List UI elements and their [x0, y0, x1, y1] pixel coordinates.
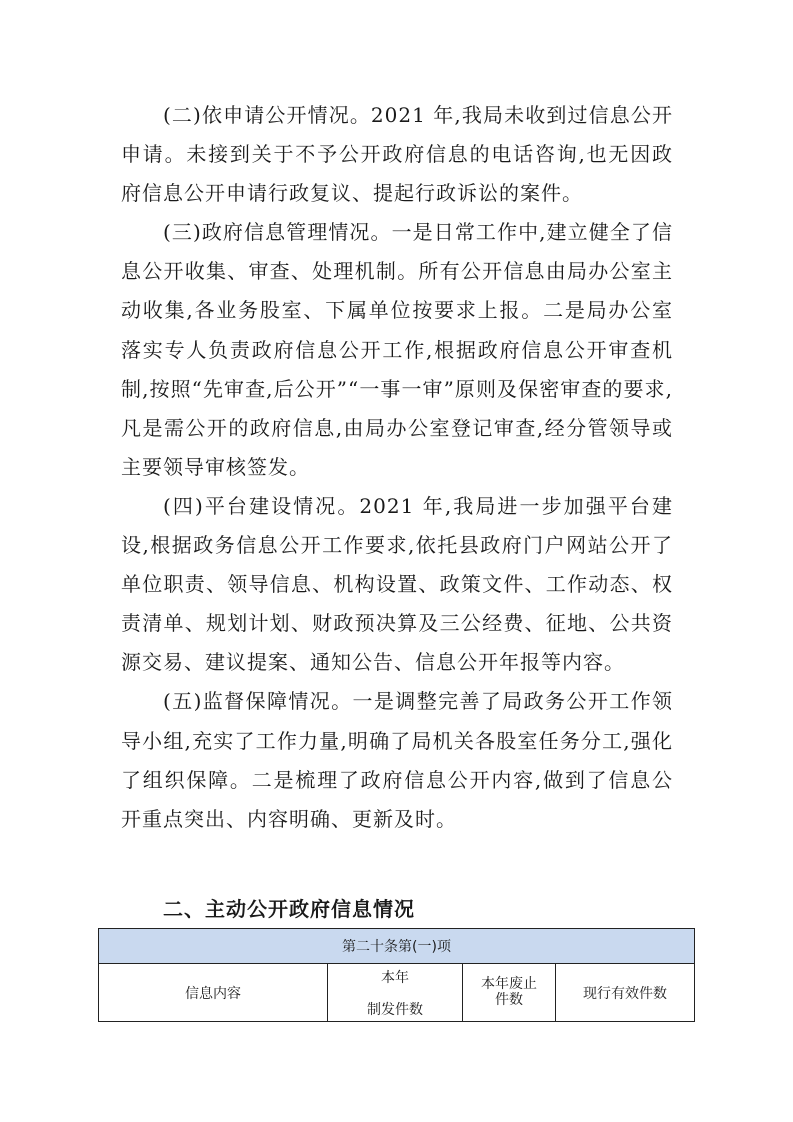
column-issued-line2: 制发件数	[367, 1001, 423, 1018]
paragraph-supervision-guarantee: (五)监督保障情况。一是调整完善了局政务公开工作领导小组,充实了工作力量,明确了局机关各股室任务分工,强化了组织保障。二是梳理了政府信息公开内容,做到了信息公开重点突出、内容明确、更新及时。	[121, 689, 673, 831]
column-abolished-count	[463, 964, 556, 1022]
table-column-row	[99, 964, 695, 1022]
column-valid-count: 现行有效件数	[556, 964, 695, 1022]
column-abolished-line1: 本年废止	[481, 976, 537, 993]
table-header-row	[99, 929, 695, 964]
disclosure-table	[98, 928, 695, 1022]
paragraph-platform-construction: (四)平台建设情况。2021 年,我局进一步加强平台建设,根据政务信息公开工作要求,依托县政府门户网站公开了单位职责、领导信息、机构设置、政策文件、工作动态、权责清单、规划计划、财政预决算及三公经费、征地、公共资源交易、建议提案、通知公告、信息公开年报等内容。	[121, 493, 673, 675]
section-heading: 二、主动公开政府信息情况	[163, 897, 415, 921]
column-abolished-line2: 件数	[495, 991, 523, 1008]
body-text	[121, 96, 673, 839]
column-info-content: 信息内容	[99, 964, 328, 1022]
paragraph-information-management: (三)政府信息管理情况。一是日常工作中,建立健全了信息公开收集、审查、处理机制。所有公开信息由局办公室主动收集,各业务股室、下属单位按要求上报。二是局办公室落实专人负责政府信息公开工作,根据政府信息公开审查机制,按照“先审查,后公开”“一事一审”原则及保密审查的要求,凡是需公开的政府信息,由局办公室登记审查,经分管领导或主要领导审核签发。	[121, 220, 673, 479]
table-title: 第二十条第(一)项	[99, 929, 695, 964]
column-issued-line1: 本年	[381, 969, 409, 986]
paragraph-application-disclosure: (二)依申请公开情况。2021 年,我局未收到过信息公开申请。未接到关于不予公开政府信息的电话咨询,也无因政府信息公开申请行政复议、提起行政诉讼的案件。	[121, 103, 673, 206]
column-issued-count	[328, 964, 463, 1022]
